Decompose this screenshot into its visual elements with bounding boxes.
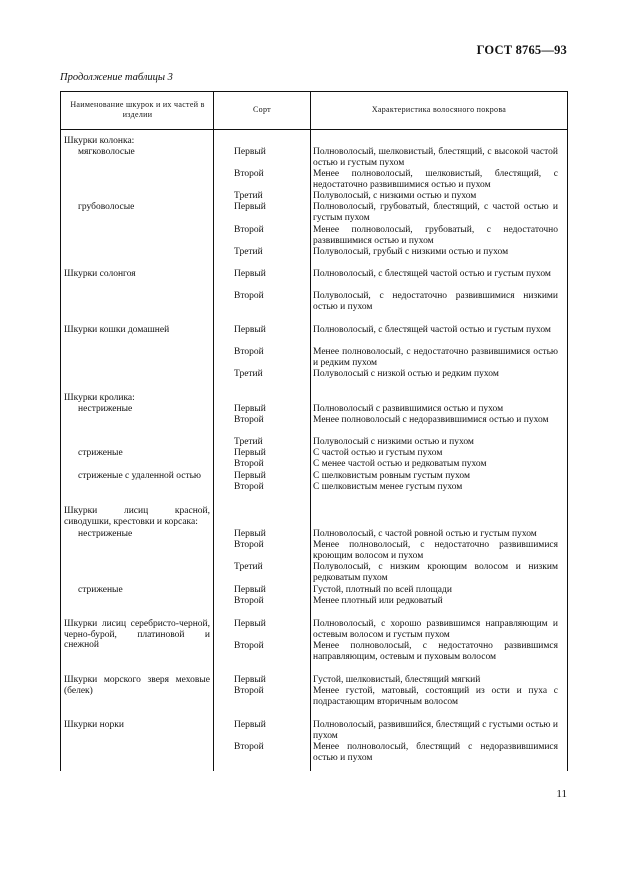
row-name: стриженые (78, 448, 123, 458)
row-description: Полноволосый, развившийся, блестящий с густыми остью и пухом (313, 720, 558, 741)
row-description: Менее плотный или редковатый (313, 596, 443, 606)
characteristics-table (60, 91, 567, 771)
row-name: стриженые (78, 585, 123, 595)
row-description: Полноволосый, грубоватый, блестящий, с частой остью и густым пухом (313, 202, 558, 223)
row-name: мягковолосые (78, 147, 135, 157)
column-divider-1 (213, 91, 214, 771)
row-name: Шкурки кошки домашней (64, 325, 170, 335)
row-name: Шкурки лисиц серебристо-черной, черно-бурой, платиновой и снежной (64, 619, 210, 650)
column-divider-2 (310, 91, 311, 771)
row-name: стриженые с удаленной остью (78, 471, 202, 481)
row-name: грубоволосые (78, 202, 135, 212)
row-grade: Второй (234, 415, 264, 425)
row-description: С шелковистым ровным густым пухом (313, 471, 471, 481)
row-grade: Второй (234, 291, 264, 301)
row-description: Полуволосый с низкими остью и пухом (313, 437, 474, 447)
row-description: Полноволосый, с блестящей частой остью и густым пухом (313, 325, 551, 335)
row-description: Полноволосый, с хорошо развившимся направляющим и остевым волосом и густым пухом (313, 619, 558, 640)
row-description: Полуволосый, с низкими остью и пухом (313, 191, 477, 201)
row-grade: Первый (234, 448, 266, 458)
row-grade: Второй (234, 459, 264, 469)
row-grade: Первый (234, 202, 266, 212)
table-continuation-caption: Продолжение таблицы 3 (60, 72, 173, 83)
row-description: Менее полноволосый, с недостаточно развившимся направляющим, остевым и пуховым волосом (313, 641, 558, 662)
row-description: Полуволосый, с низким кроющим волосом и низким редковатым пухом (313, 562, 558, 583)
row-name: нестриженые (78, 529, 133, 539)
row-description: Менее полноволосый, шелковистый, блестящий, с недостаточно развившимися остью и пухом (313, 169, 558, 190)
row-name: Шкурки колонка: (64, 136, 135, 146)
row-description: Полноволосый с развившимися остью и пухом (313, 404, 504, 414)
document-code: ГОСТ 8765—93 (476, 43, 567, 57)
row-grade: Второй (234, 641, 264, 651)
row-description: С частой остью и густым пухом (313, 448, 443, 458)
row-name: Шкурки морского зверя меховые (белек) (64, 675, 210, 696)
row-grade: Третий (234, 247, 263, 257)
row-description: Густой, шелковистый, блестящий мягкий (313, 675, 481, 685)
row-grade: Третий (234, 369, 263, 379)
column-header-grade: Сорт (253, 105, 271, 114)
row-grade: Первый (234, 619, 266, 629)
row-grade: Второй (234, 482, 264, 492)
row-description: Полуволосый, с недостаточно развившимися низкими остью и пухом (313, 291, 558, 312)
row-description: Полноволосый, с частой ровной остью и густым пухом (313, 529, 537, 539)
row-grade: Первый (234, 471, 266, 481)
row-description: Полуволосый с низкой остью и редким пухом (313, 369, 499, 379)
row-description: Менее полноволосый, с недостаточно развившимися кроющим волосом и пухом (313, 540, 558, 561)
row-grade: Первый (234, 269, 266, 279)
row-description: Менее полноволосый, с недостаточно развившимися остью и редким пухом (313, 347, 558, 368)
row-grade: Первый (234, 585, 266, 595)
row-grade: Третий (234, 562, 263, 572)
row-grade: Первый (234, 147, 266, 157)
row-description: Менее полноволосый, блестящий с недоразвившимися остью и пухом (313, 742, 558, 763)
row-grade: Второй (234, 742, 264, 752)
row-grade: Первый (234, 675, 266, 685)
row-name: Шкурки лисиц красной, сиводушки, крестовки и корсака: (64, 506, 210, 527)
row-grade: Второй (234, 540, 264, 550)
table-left-border (60, 91, 61, 771)
row-grade: Второй (234, 169, 264, 179)
row-description: Менее полноволосый, грубоватый, с недостаточно развившимися остью и пухом (313, 225, 558, 246)
table-header-border (60, 129, 567, 130)
row-grade: Третий (234, 191, 263, 201)
row-grade: Первый (234, 720, 266, 730)
row-description: Менее полноволосый с недоразвившимися остью и пухом (313, 415, 549, 425)
row-grade: Первый (234, 529, 266, 539)
row-name: нестриженые (78, 404, 133, 414)
row-description: Менее густой, матовый, состоящий из ости и пуха с подрастающим вторичным волосом (313, 686, 558, 707)
table-right-border (567, 91, 568, 771)
column-header-characteristic: Характеристика волосяного покрова (371, 105, 507, 114)
row-grade: Второй (234, 347, 264, 357)
page-number: 11 (556, 788, 567, 800)
row-grade: Второй (234, 225, 264, 235)
row-grade: Второй (234, 596, 264, 606)
row-grade: Третий (234, 437, 263, 447)
row-grade: Первый (234, 325, 266, 335)
row-grade: Второй (234, 686, 264, 696)
row-description: С менее частой остью и редковатым пухом (313, 459, 487, 469)
row-description: Полуволосый, грубый с низкими остью и пухом (313, 247, 509, 257)
row-description: Полноволосый, шелковистый, блестящий, с высокой частой остью и густым пухом (313, 147, 558, 168)
row-description: Полноволосый, с блестящей частой остью и густым пухом (313, 269, 551, 279)
row-grade: Первый (234, 404, 266, 414)
column-header-name: Наименование шкурок и их частей в изделии (70, 100, 205, 119)
row-name: Шкурки норки (64, 720, 124, 730)
row-name: Шкурки солонгоя (64, 269, 136, 279)
row-name: Шкурки кролика: (64, 393, 135, 403)
row-description: Густой, плотный по всей площади (313, 585, 452, 595)
row-description: С шелковистым менее густым пухом (313, 482, 463, 492)
